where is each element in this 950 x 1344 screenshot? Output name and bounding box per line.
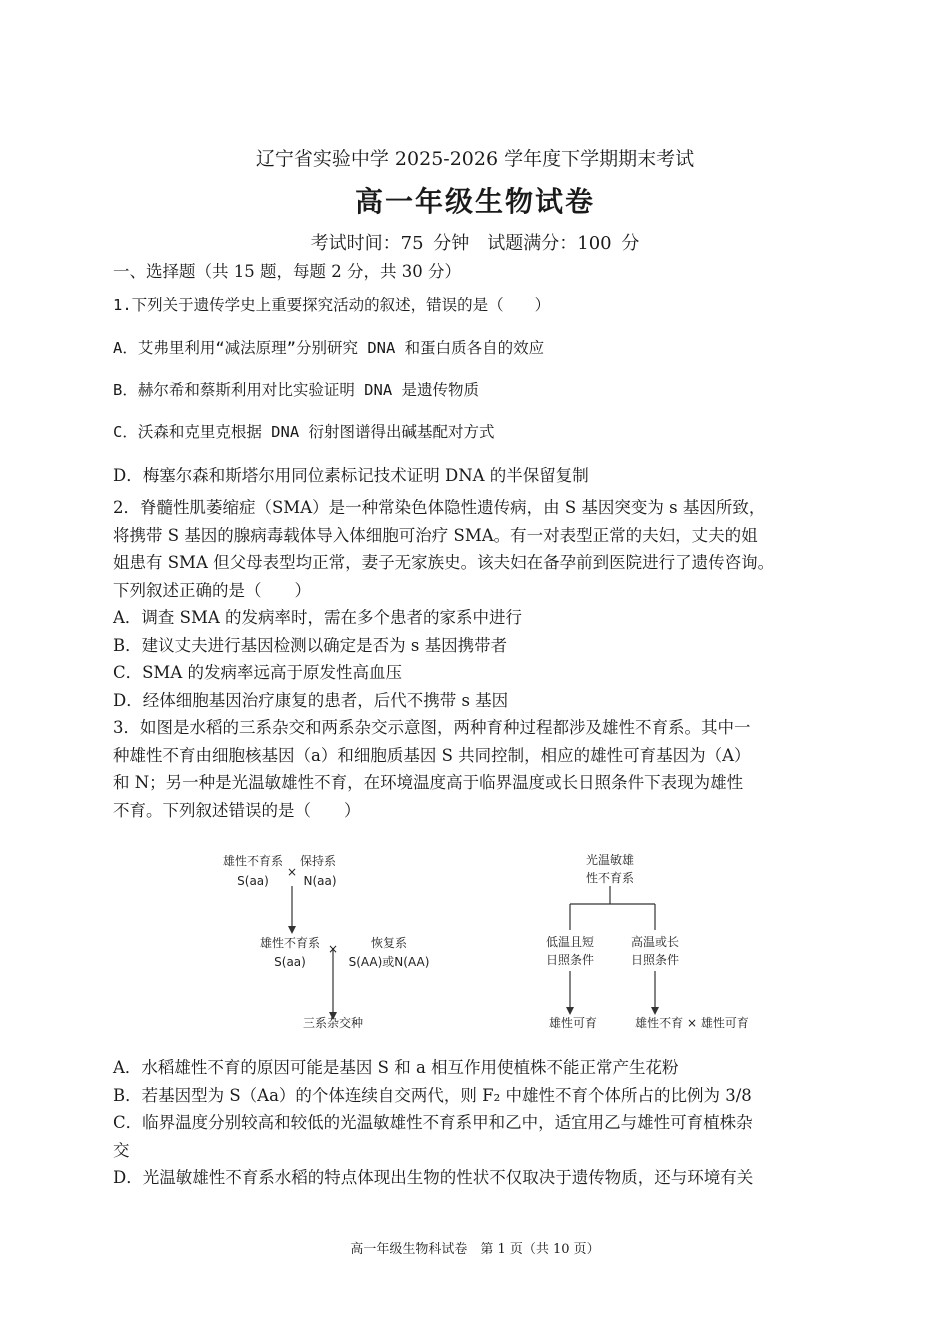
q3-stem-line: 和 N；另一种是光温敏雄性不育，在环境温度高于临界温度或长日照条件下表现为雄性	[113, 773, 744, 792]
q2-stem-line: 下列叙述正确的是（ ）	[113, 580, 311, 600]
sterile-cross-result-label: 雄性不育 × 雄性可育	[635, 1016, 749, 1030]
cross-symbol-2: ×	[327, 942, 339, 956]
q1-stem: 1.下列关于遗传学史上重要探究活动的叙述，错误的是（ ）	[113, 296, 551, 314]
q2-stem-line: 2．脊髓性肌萎缩症（SMA）是一种常染色体隐性遗传病，由 S 基因突变为 s 基因所致，	[113, 498, 766, 517]
q3-stem-line: 3．如图是水稻的三系杂交和两系杂交示意图，两种育种过程都涉及雄性不育系。其中一	[113, 718, 751, 737]
male-sterile-line-label: 雄性不育系	[222, 854, 284, 868]
high-temp-condition-2: 日照条件	[630, 953, 680, 967]
q3-stem-line: 不育。下列叙述错误的是（ ）	[113, 800, 361, 820]
low-temp-condition-1: 低温且短	[545, 935, 595, 949]
subject-title: 高一年级生物试卷	[354, 185, 595, 218]
q1-option-a: A．艾弗里利用“减法原理”分别研究 DNA 和蛋白质各自的效应	[113, 339, 545, 357]
q3-option-d: D．光温敏雄性不育系水稻的特点体现出生物的性状不仅取决于遗传物质，还与环境有关	[113, 1168, 754, 1187]
three-line-hybrid-label: 三系杂交种	[302, 1016, 364, 1030]
q1-option-d: D．梅塞尔森和斯塔尔用同位素标记技术证明 DNA 的半保留复制	[113, 466, 589, 485]
male-sterile-genotype-2: S(aa)	[274, 955, 306, 969]
q3-option-b: B．若基因型为 S（Aa）的个体连续自交两代，则 F₂ 中雄性不育个体所占的比例为 3/8	[113, 1085, 752, 1105]
pgms-line-label-1: 光温敏雄	[585, 853, 635, 867]
male-sterile-line-label-2: 雄性不育系	[259, 936, 321, 950]
cross-symbol: ×	[286, 865, 298, 879]
restorer-genotype: S(AA)或N(AA)	[348, 955, 430, 969]
q2-option-a: A．调查 SMA 的发病率时，需在多个患者的家系中进行	[113, 608, 523, 627]
maintainer-genotype: N(aa)	[303, 874, 337, 888]
q2-option-b: B．建议丈夫进行基因检测以确定是否为 s 基因携带者	[113, 635, 508, 655]
q1-option-c: C．沃森和克里克根据 DNA 衍射图谱得出碱基配对方式	[113, 423, 495, 441]
q2-stem-line: 姐患有 SMA 但父母表型均正常，妻子无家族史。该夫妇在备孕前到医院进行了遗传咨询。	[113, 553, 775, 572]
school-exam-title: 辽宁省实验中学 2025-2026 学年度下学期期末考试	[255, 148, 695, 170]
q3-options	[113, 1054, 841, 1192]
maintainer-line-label: 保持系	[299, 854, 337, 868]
fertile-result-label: 雄性可育	[548, 1016, 598, 1030]
page-footer: 高一年级生物科试卷 第 1 页（共 10 页）	[350, 1242, 600, 1257]
high-temp-condition-1: 高温或长	[630, 935, 680, 949]
q3-stem-line: 种雄性不育由细胞核基因（a）和细胞质基因 S 共同控制，相应的雄性可育基因为（A）	[113, 745, 751, 765]
restorer-line-label: 恢复系	[370, 936, 408, 950]
q2-option-d: D．经体细胞基因治疗康复的患者，后代不携带 s 基因	[113, 690, 509, 710]
q2-stem	[113, 494, 841, 824]
q1-option-b: B．赫尔希和蔡斯利用对比实验证明 DNA 是遗传物质	[113, 381, 479, 399]
section-heading: 一、选择题（共 15 题，每题 2 分，共 30 分）	[113, 262, 461, 281]
q2-stem-line: 将携带 S 基因的腺病毒载体导入体细胞可治疗 SMA。有一对表型正常的夫妇，丈夫的姐	[113, 525, 758, 545]
q3-option-a: A．水稻雄性不育的原因可能是基因 S 和 a 相互作用使植株不能正常产生花粉	[113, 1058, 679, 1077]
q3-option-c: C．临界温度分别较高和较低的光温敏雄性不育系甲和乙中，适宜用乙与雄性可育植株杂	[113, 1113, 753, 1132]
low-temp-condition-2: 日照条件	[545, 953, 595, 967]
pgms-line-label-2: 性不育系	[585, 871, 635, 885]
q3-option-c-continued: 交	[113, 1140, 130, 1160]
male-sterile-genotype: S(aa)	[237, 874, 269, 888]
breeding-diagram	[205, 846, 765, 1036]
exam-time-info: 考试时间：75 分钟 试题满分：100 分	[310, 233, 640, 254]
q2-option-c: C．SMA 的发病率远高于原发性高血压	[113, 663, 402, 682]
